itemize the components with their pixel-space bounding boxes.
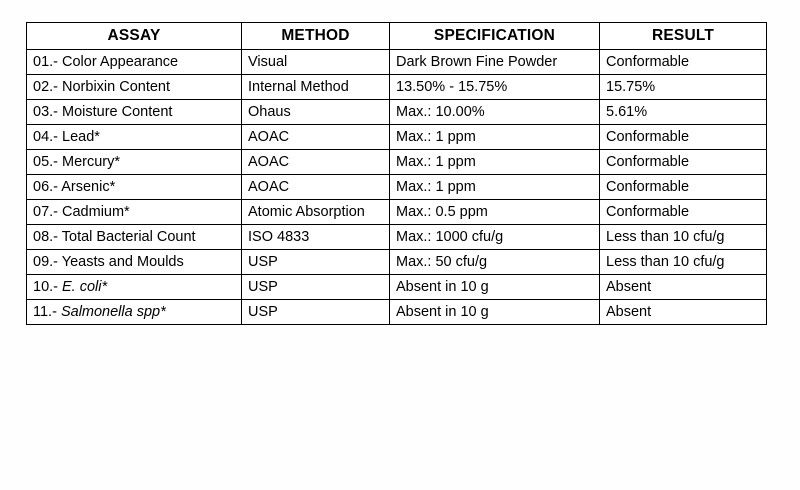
- cell-method: Internal Method: [242, 75, 390, 100]
- table-row: [27, 75, 767, 100]
- table-row: [27, 225, 767, 250]
- specification-table: [26, 22, 767, 325]
- cell-method: Ohaus: [242, 100, 390, 125]
- table-row: [27, 125, 767, 150]
- cell-method: AOAC: [242, 125, 390, 150]
- cell-method: USP: [242, 250, 390, 275]
- cell-method: USP: [242, 275, 390, 300]
- cell-specification: Max.: 1000 cfu/g: [390, 225, 600, 250]
- assay-organism-name: E. coli*: [62, 279, 108, 295]
- cell-specification: Max.: 0.5 ppm: [390, 200, 600, 225]
- table-header-row: [27, 23, 767, 50]
- cell-method: USP: [242, 300, 390, 325]
- cell-result: Absent: [600, 275, 767, 300]
- table-row: [27, 175, 767, 200]
- cell-method: Visual: [242, 50, 390, 75]
- cell-specification: Dark Brown Fine Powder: [390, 50, 600, 75]
- column-header-result: RESULT: [600, 23, 767, 50]
- cell-assay: 03.- Moisture Content: [27, 100, 242, 125]
- cell-assay: 02.- Norbixin Content: [27, 75, 242, 100]
- cell-specification: 13.50% - 15.75%: [390, 75, 600, 100]
- cell-result: 5.61%: [600, 100, 767, 125]
- table-row: [27, 50, 767, 75]
- table-row: [27, 275, 767, 300]
- cell-result: 15.75%: [600, 75, 767, 100]
- cell-specification: Max.: 1 ppm: [390, 175, 600, 200]
- table-row: [27, 300, 767, 325]
- cell-assay: 07.- Cadmium*: [27, 200, 242, 225]
- cell-assay: 01.- Color Appearance: [27, 50, 242, 75]
- column-header-assay: ASSAY: [27, 23, 242, 50]
- column-header-method: METHOD: [242, 23, 390, 50]
- table-body: [27, 50, 767, 325]
- cell-assay: 06.- Arsenic*: [27, 175, 242, 200]
- cell-specification: Max.: 10.00%: [390, 100, 600, 125]
- assay-prefix: 10.-: [33, 279, 63, 295]
- table-row: [27, 100, 767, 125]
- cell-result: Less than 10 cfu/g: [600, 250, 767, 275]
- cell-result: Less than 10 cfu/g: [600, 225, 767, 250]
- table-row: [27, 150, 767, 175]
- cell-result: Conformable: [600, 125, 767, 150]
- cell-result: Conformable: [600, 50, 767, 75]
- assay-organism-name: Salmonella spp*: [60, 304, 166, 320]
- table-row: [27, 250, 767, 275]
- cell-assay: 09.- Yeasts and Moulds: [27, 250, 242, 275]
- cell-specification: Max.: 1 ppm: [390, 150, 600, 175]
- cell-assay: [27, 275, 242, 300]
- cell-result: Conformable: [600, 175, 767, 200]
- cell-method: Atomic Absorption: [242, 200, 390, 225]
- column-header-specification: SPECIFICATION: [390, 23, 600, 50]
- cell-result: Conformable: [600, 150, 767, 175]
- cell-method: AOAC: [242, 175, 390, 200]
- assay-prefix: 11.-: [33, 304, 61, 320]
- cell-method: AOAC: [242, 150, 390, 175]
- cell-assay: [27, 300, 242, 325]
- cell-method: ISO 4833: [242, 225, 390, 250]
- cell-assay: 04.- Lead*: [27, 125, 242, 150]
- cell-specification: Max.: 50 cfu/g: [390, 250, 600, 275]
- cell-assay: 05.- Mercury*: [27, 150, 242, 175]
- cell-specification: Max.: 1 ppm: [390, 125, 600, 150]
- table-row: [27, 200, 767, 225]
- cell-specification: Absent in 10 g: [390, 275, 600, 300]
- cell-specification: Absent in 10 g: [390, 300, 600, 325]
- cell-result: Conformable: [600, 200, 767, 225]
- cell-result: Absent: [600, 300, 767, 325]
- cell-assay: 08.- Total Bacterial Count: [27, 225, 242, 250]
